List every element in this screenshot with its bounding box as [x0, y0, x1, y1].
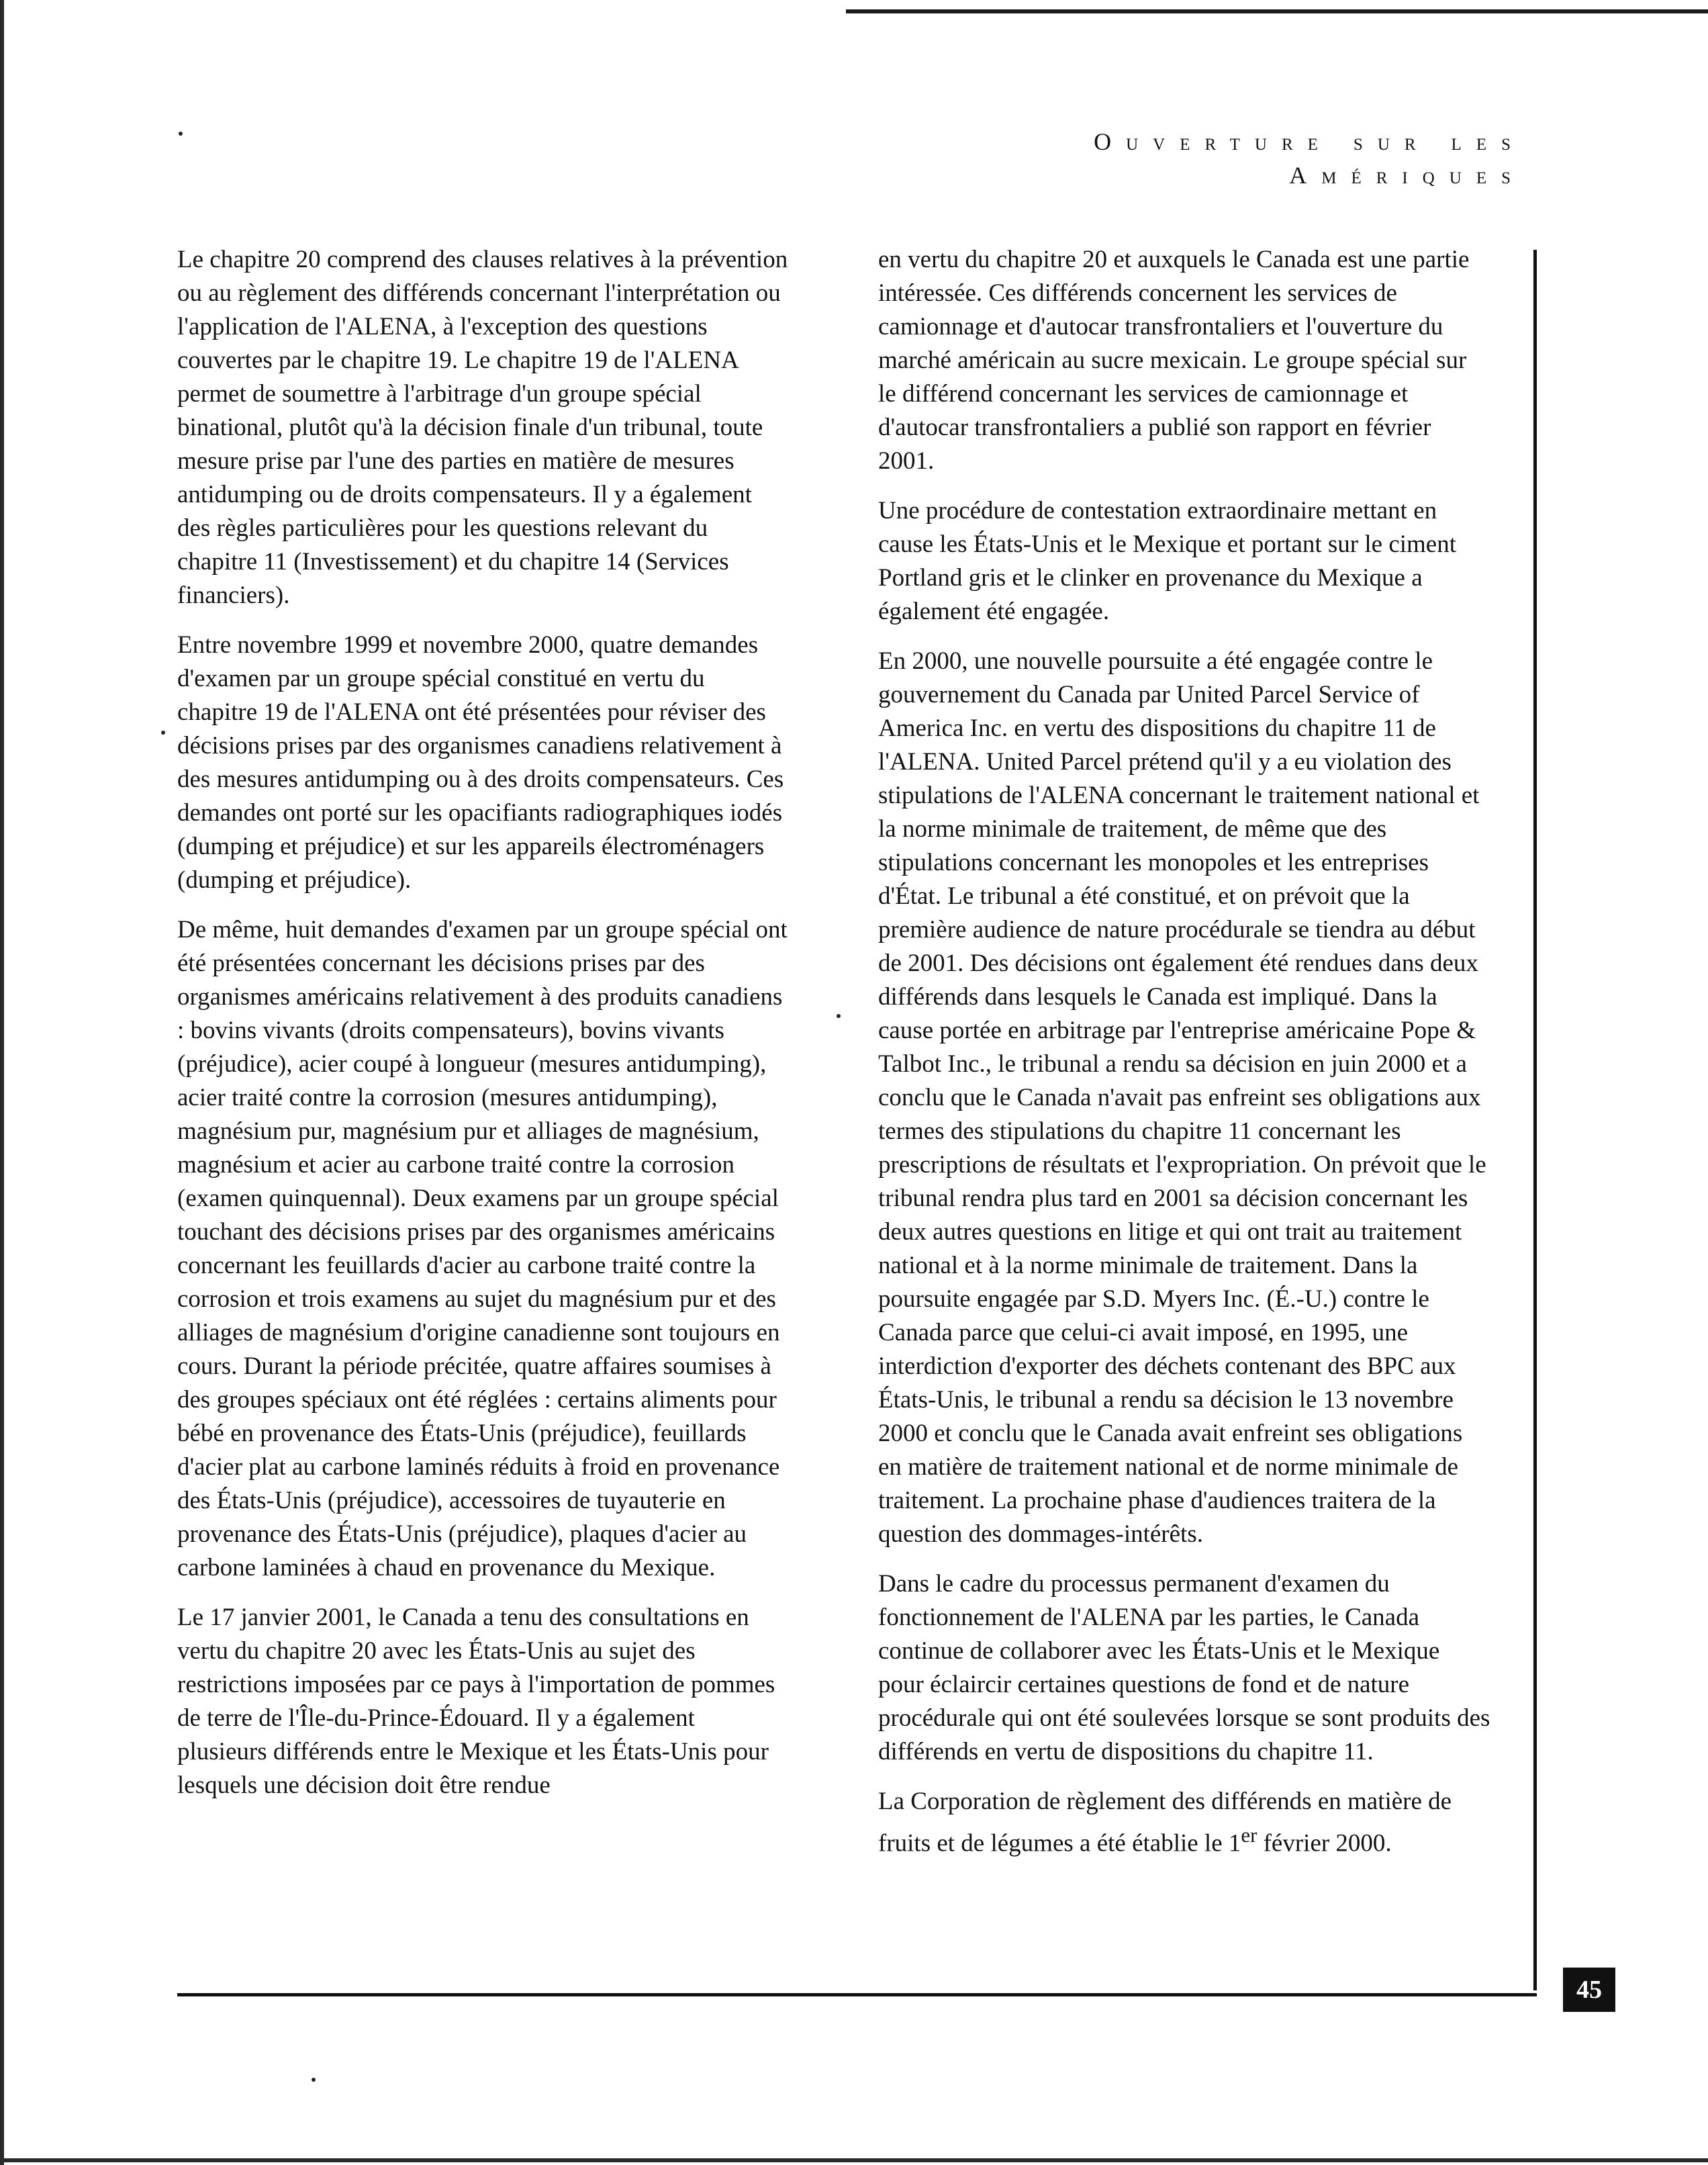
paragraph-consultations-janvier-2001: Le 17 janvier 2001, le Canada a tenu des consultations en vertu du chapitre 20 avec les États-Unis au sujet des restrictions imposées par ce pays à l'importation de pommes de terre de l'Île-du-Prince-Édouard. Il y a également plusieurs différends entre le Mexique et les États-Unis pour lesquels une décision doit être rendue [177, 1604, 775, 1799]
column-vertical-rule [1533, 250, 1537, 1990]
right-column [878, 243, 1490, 1876]
paragraph-differends-mexique: en vertu du chapitre 20 et auxquels le Canada est une partie intéressée. Ces différends concernent les services de camionnage et d'autocar transfrontaliers et l'ouverture du marché américain au sucre mexicain. Le groupe spécial sur le différend concernant les services de camionnage et d'autocar transfrontaliers a publié son rapport en février 2001. [878, 246, 1470, 475]
corporation-text-before: La Corporation de règlement des différends en matière de fruits et de légumes a été établie le 1 [878, 1788, 1452, 1857]
scan-speck [837, 1014, 841, 1018]
paragraph-examen-fonctionnement: Dans le cadre du processus permanent d'examen du fonctionnement de l'ALENA par les parties, le Canada continue de collaborer avec les États-Unis et le Mexique pour éclaircir certaines questions de fond et de nature procédurale qui ont été soulevées lorsque se sont produits des différends en vertu de dispositions du chapitre 11. [878, 1570, 1490, 1765]
scan-speck [179, 132, 183, 136]
running-header-line-1: Ouverture sur les [1094, 128, 1525, 155]
scan-speck [312, 2078, 316, 2082]
ordinal-superscript: er [1241, 1824, 1258, 1847]
page-number-box: 45 [1563, 1968, 1615, 2012]
paragraph-chapitre-20: Le chapitre 20 comprend des clauses relatives à la prévention ou au règlement des différends concernant l'interprétation ou l'application de l'ALENA, à l'exception des questions couvertes par le chapitre 19. Le chapitre 19 de l'ALENA permet de soumettre à l'arbitrage d'un groupe spécial binational, plutôt qu'à la décision finale d'un tribunal, toute mesure prise par l'une des parties en matière de mesures antidumping ou de droits compensateurs. Il y a également des règles particulières pour les questions relevant du chapitre 11 (Investissement) et du chapitre 14 (Services financiers). [177, 246, 788, 609]
paragraph-contestation-extraordinaire: Une procédure de contestation extraordinaire mettant en cause les États-Unis et le Mexique et portant sur le ciment Portland gris et le clinker en provenance du Mexique a également été engagée. [878, 497, 1457, 625]
page-frame-top-edge [846, 9, 1708, 13]
page-frame-left-edge [0, 0, 4, 2165]
running-header-line-2: Amériques [1289, 162, 1525, 189]
paragraph-united-parcel: En 2000, une nouvelle poursuite a été engagée contre le gouvernement du Canada par United Parcel Service of America Inc. en vertu des dispositions du chapitre 11 de l'ALENA. United Parcel prétend qu'il y a eu violation des stipulations de l'ALENA concernant le traitement national et la norme minimale de traitement, de même que des stipulations concernant les monopoles et les entreprises d'État. Le tribunal a été constitué, et on prévoit que la première audience de nature procédurale se tiendra au début de 2001. Des décisions ont également été rendues dans deux différends dans lesquels le Canada est impliqué. Dans la cause portée en arbitrage par l'entreprise américaine Pope & Talbot Inc., le tribunal a rendu sa décision en juin 2000 et a conclu que le Canada n'avait pas enfreint ses obligations aux termes des stipulations du chapitre 11 concernant les prescriptions de résultats et l'expropriation. On prévoit que le tribunal rendra plus tard en 2001 sa décision concernant les deux autres questions en litige et qui ont trait au traitement national et à la norme minimale de traitement. Dans la poursuite engagée par S.D. Myers Inc. (É.-U.) contre le Canada parce que celui-ci avait imposé, en 1995, une interdiction d'exporter des déchets contenant des BPC aux États-Unis, le tribunal a rendu sa décision le 13 novembre 2000 et conclu que le Canada avait enfreint ses obligations en matière de traitement national et de norme minimale de traitement. La prochaine phase d'audiences traitera de la question des dommages-intérêts. [878, 647, 1486, 1548]
running-header [1094, 125, 1525, 192]
paragraph-demandes-chapitre-19: Entre novembre 1999 et novembre 2000, quatre demandes d'examen par un groupe spécial constitué en vertu du chapitre 19 de l'ALENA ont été présentées pour réviser des décisions prises par des organismes canadiens relativement à des mesures antidumping ou à des droits compensateurs. Ces demandes ont porté sur les opacifiants radiographiques iodés (dumping et préjudice) et sur les appareils électroménagers (dumping et préjudice). [177, 631, 784, 894]
paragraph-corporation-fruits-legumes [878, 1785, 1490, 1860]
scan-speck [161, 731, 165, 735]
corporation-text-after: février 2000. [1257, 1829, 1392, 1857]
paragraph-demandes-americaines: De même, huit demandes d'examen par un groupe spécial ont été présentées concernant les décisions prises par des organismes américains relativement à des produits canadiens : bovins vivants (droits compensateurs), bovins vivants (préjudice), acier coupé à longueur (mesures antidumping), acier traité contre la corrosion (mesures antidumping), magnésium pur, magnésium pur et alliages de magnésium, magnésium et acier au carbone traité contre la corrosion (examen quinquennal). Deux examens par un groupe spécial touchant des décisions prises par des organismes américains concernant les feuillards d'acier au carbone traité contre la corrosion et trois examens au sujet du magnésium pur et des alliages de magnésium d'origine canadienne sont toujours en cours. Durant la période précitée, quatre affaires soumises à des groupes spéciaux ont été réglées : certains aliments pour bébé en provenance des États-Unis (préjudice), feuillards d'acier plat au carbone laminés réduits à froid en provenance des États-Unis (préjudice), accessoires de tuyauterie en provenance des États-Unis (préjudice), plaques d'acier au carbone laminées à chaud en provenance du Mexique. [177, 916, 788, 1581]
page-frame-bottom-edge [0, 2158, 1708, 2162]
bottom-horizontal-rule [177, 1993, 1537, 1996]
left-column [177, 243, 790, 1818]
